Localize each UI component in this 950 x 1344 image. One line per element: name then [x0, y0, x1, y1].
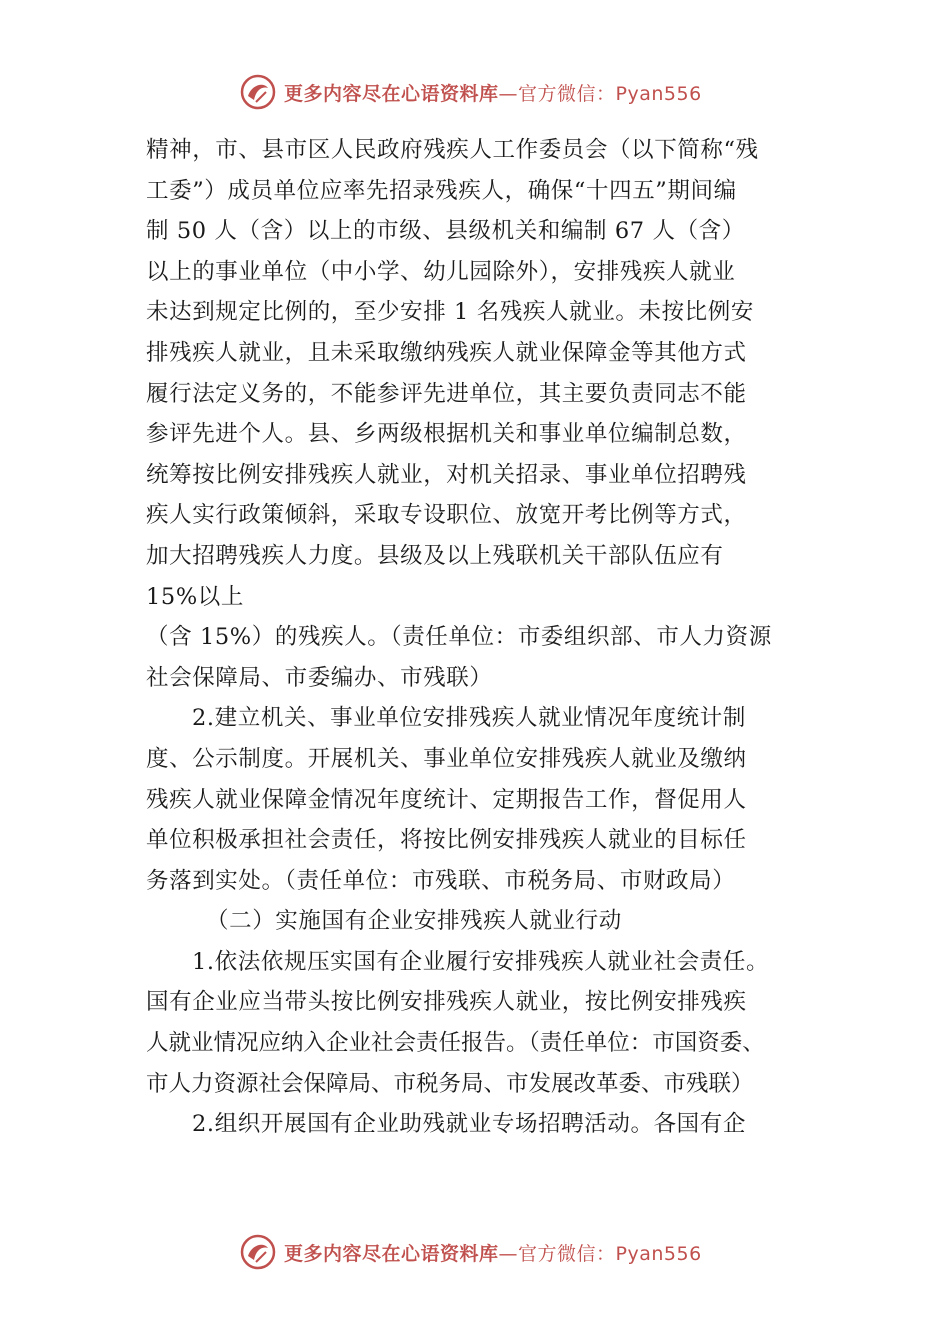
body-line: 精神，市、县市区人民政府残疾人工作委员会（以下简称“残	[146, 137, 759, 163]
body-line: 人就业情况应纳入企业社会责任报告。（责任单位：市国资委、	[146, 1030, 765, 1057]
body-line: 履行法定义务的，不能参评先进单位，其主要负责同志不能	[146, 380, 747, 407]
body-line: 制 50 人（含）以上的市级、县级机关和编制 67 人（含）	[146, 218, 745, 245]
body-line: 国有企业应当带头按比例安排残疾人就业，按比例安排残疾	[146, 989, 747, 1016]
watermark-bold: 更多内容尽在心语资料库	[284, 82, 499, 105]
body-line: 社会保障局、市委编办、市残联）	[146, 664, 493, 691]
body-line: 加大招聘残疾人力度。县级及以上残联机关干部队伍应有	[146, 542, 724, 569]
body-line: 工委”）成员单位应率先招录残疾人，确保“十四五”期间编	[146, 177, 737, 204]
body-line: （含 15%）的残疾人。（责任单位：市委组织部、市人力资源	[146, 624, 772, 651]
body-line: 单位积极承担社会责任，将按比例安排残疾人就业的目标任	[146, 827, 747, 854]
watermark-text	[284, 1239, 702, 1266]
body-line: 疾人实行政策倾斜，采取专设职位、放宽开考比例等方式，	[146, 502, 747, 529]
watermark-text	[284, 79, 702, 106]
watermark-bold: 更多内容尽在心语资料库	[284, 1242, 499, 1265]
watermark-footer	[240, 1234, 760, 1270]
paragraph-start: 2.建立机关、事业单位安排残疾人就业情况年度统计制	[192, 705, 746, 732]
body-line: 未达到规定比例的，至少安排 1 名残疾人就业。未按比例安	[146, 299, 754, 326]
body-line: 残疾人就业保障金情况年度统计、定期报告工作，督促用人	[146, 786, 747, 813]
body-line: 市人力资源社会保障局、市税务局、市发展改革委、市残联）	[146, 1070, 754, 1097]
body-line: 以上的事业单位（中小学、幼儿园除外），安排残疾人就业	[146, 258, 736, 285]
watermark-header	[240, 74, 760, 110]
watermark-rest: —官方微信：Pyan556	[498, 82, 702, 105]
brand-logo-icon	[240, 1234, 276, 1270]
paragraph-start: 1.依法依规压实国有企业履行安排残疾人就业社会责任。	[192, 948, 770, 975]
body-line: 排残疾人就业，且未采取缴纳残疾人就业保障金等其他方式	[146, 339, 747, 366]
body-line: 统筹按比例安排残疾人就业，对机关招录、事业单位招聘残	[146, 461, 747, 488]
document-body	[146, 130, 846, 1145]
paragraph-start: 2.组织开展国有企业助残就业专场招聘活动。各国有企	[192, 1111, 746, 1138]
body-line: 参评先进个人。县、乡两级根据机关和事业单位编制总数，	[146, 421, 747, 448]
body-line: 度、公示制度。开展机关、事业单位安排残疾人就业及缴纳	[146, 745, 747, 772]
section-heading: （二）实施国有企业安排残疾人就业行动	[206, 908, 622, 935]
body-line: 15%以上	[146, 583, 245, 610]
watermark-rest: —官方微信：Pyan556	[498, 1242, 702, 1265]
body-line: 务落到实处。（责任单位：市残联、市税务局、市财政局）	[146, 867, 736, 894]
brand-logo-icon	[240, 74, 276, 110]
